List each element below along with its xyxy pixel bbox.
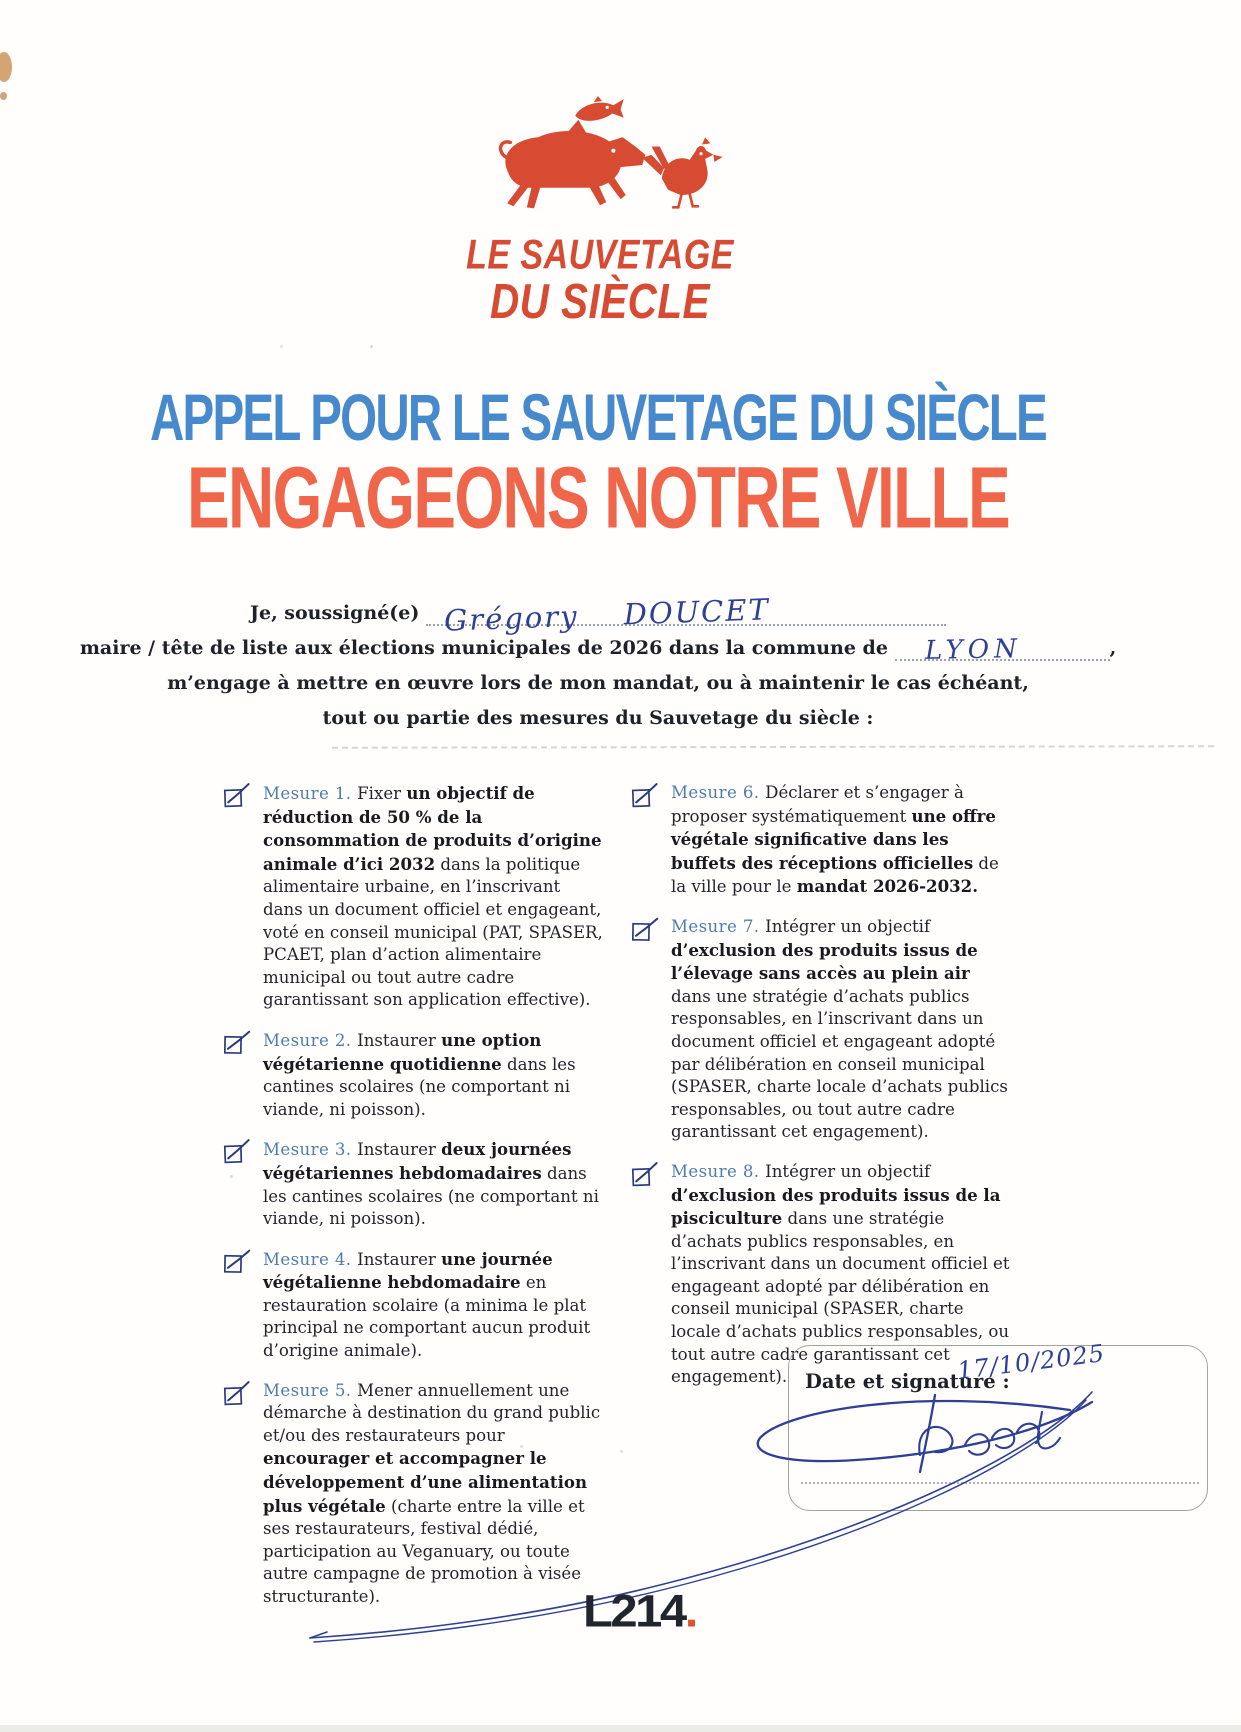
scan-speck — [370, 345, 373, 348]
measure-text-regular: dans les cantines scolaires (ne comportant ni viande, ni poisson). — [263, 1163, 599, 1229]
headline-engageons: ENGAGEONS NOTRE VILLE — [187, 448, 1009, 547]
measure-text-regular: Intégrer un objectif — [765, 1161, 931, 1181]
measure-text-regular: Instaurer — [357, 1249, 442, 1269]
headline-appel: APPEL POUR LE SAUVETAGE DU SIÈCLE — [149, 381, 1046, 455]
measure-text — [263, 1138, 604, 1230]
measure-text-bold: mandat 2026-2032. — [796, 876, 978, 897]
intro-line3: m’engage à mettre en œuvre lors de mon mandat, ou à maintenir le cas échéant, — [167, 672, 1029, 694]
campaign-logo — [0, 96, 1200, 330]
checked-checkbox-icon — [630, 1161, 661, 1188]
measure-text-regular: (charte entre la ville et ses restaurateurs, festival dédié, participation au Veganuary, ou toute autre campagne de promotion à visée structurante). — [263, 1496, 585, 1606]
checked-checkbox-icon — [222, 1030, 252, 1057]
l214-logo-dot: . — [684, 1586, 699, 1637]
scan-page-edge — [0, 1725, 1241, 1732]
measure-item — [630, 916, 1012, 1144]
measure-label: Mesure 7. — [671, 916, 766, 936]
measure-text-regular: Mener annuellement une démarche à destination du grand public et/ou des restaurateurs pour — [263, 1380, 601, 1445]
logo-wordmark — [48, 231, 1152, 330]
measure-text-regular: Instaurer — [357, 1030, 442, 1050]
l214-logo-text: L214 — [583, 1586, 685, 1637]
measure-text-bold: une option végétarienne quotidienne — [263, 1029, 542, 1074]
measure-text-regular: de la ville pour le — [671, 853, 999, 897]
measure-text-bold: encourager et accompagner le développement d’une alimentation plus végétale — [263, 1448, 588, 1516]
measure-text-bold: un objectif de réduction de 50 % de la consommation de produits d’origine animale d’ici 2032 — [263, 783, 602, 874]
measure-text — [263, 1248, 604, 1363]
date-signature-label: Date et signature : — [805, 1370, 1010, 1393]
checked-checkbox-icon — [222, 782, 253, 809]
measure-text — [671, 782, 1012, 899]
checked-checkbox-icon — [222, 1380, 253, 1407]
handwritten-name: Grégory DOUCET — [443, 592, 771, 638]
measure-text-regular: dans une stratégie d’achats publics responsables, en l’inscrivant dans un document officiel et engageant adopté par délibération en conseil municipal (SPASER, charte locale d’achats publics responsables, ou tout autre cadre garantissant cet engagement). — [671, 986, 1008, 1142]
measure-item — [222, 1029, 604, 1121]
measure-text-bold: d’exclusion des produits issus de l’élevage sans accès au plein air — [671, 939, 978, 984]
measure-label: Mesure 1. — [263, 784, 358, 803]
measure-label: Mesure 2. — [263, 1030, 358, 1050]
measure-item — [630, 782, 1012, 899]
checked-checkbox-icon — [630, 917, 660, 944]
measure-text-regular: dans une stratégie d’achats publics responsables, en l’inscrivant dans un document officiel et engageant adopté par délibération en conseil municipal (SPASER, charte locale d’achats publics responsables, ou tout autre cadre garantissant cet engagement). — [671, 1209, 1010, 1387]
measure-text-regular: Intégrer un objectif — [765, 916, 931, 936]
measure-text — [263, 1380, 604, 1609]
measure-text-bold: une offre végétale significative dans les buffets des réceptions officielles — [671, 805, 996, 873]
measure-text-regular: en restauration scolaire (a minima le plat principal ne comportant aucun produit d’origine animale). — [263, 1273, 591, 1361]
dashed-separator — [332, 745, 1214, 749]
l214-logo — [583, 1586, 698, 1638]
checked-checkbox-icon — [222, 1139, 253, 1166]
checked-checkbox-icon — [222, 1248, 252, 1275]
intro-line1 — [0, 592, 1196, 638]
measure-label: Mesure 4. — [263, 1249, 358, 1269]
measure-text — [671, 916, 1012, 1144]
measure-text — [263, 782, 604, 1012]
measure-text-bold: d’exclusion des produits issus de la pisciculture — [671, 1184, 1001, 1229]
measure-label: Mesure 3. — [263, 1140, 358, 1160]
commune-field-dotted-line — [895, 634, 1110, 666]
logo-title-line1: LE SAUVETAGE — [466, 231, 734, 278]
measure-text-regular: dans les cantines scolaires (ne comportant ni viande, ni poisson). — [263, 1054, 576, 1119]
measures-column-left — [222, 782, 604, 1626]
measure-item — [222, 1248, 604, 1363]
measure-text-regular: dans la politique alimentaire urbaine, en l’inscrivant dans un document officiel et engageant, voté en conseil municipal (PAT, SPASER, PCAET, plan d’action alimentaire municipal ou tout autre cadre garantissant son application effective). — [263, 854, 603, 1010]
handwritten-commune: LYON — [924, 634, 1022, 666]
measure-label: Mesure 5. — [263, 1380, 358, 1400]
measure-item — [222, 1380, 604, 1609]
intro-line4: tout ou partie des mesures du Sauvetage du siècle : — [322, 707, 874, 729]
measure-text-regular: Fixer — [357, 784, 407, 803]
measure-item — [222, 782, 604, 1012]
measure-item — [222, 1138, 604, 1230]
intro-line2 — [0, 634, 1196, 666]
checked-checkbox-icon — [630, 782, 661, 809]
scan-smudge — [0, 52, 12, 82]
measure-text-bold: une journée végétalienne hebdomadaire — [263, 1248, 553, 1293]
intro-line2-label: maire / tête de liste aux élections municipales de 2026 dans la commune de — [79, 637, 888, 659]
pig-fish-hen-logo-icon — [466, 96, 734, 230]
name-field-dotted-line — [426, 592, 946, 638]
handwritten-date: 17/10/2025 — [955, 1339, 1107, 1385]
measure-text-regular: Déclarer et s’engager à proposer systématiquement — [671, 783, 964, 826]
signature-dotted-line — [801, 1482, 1199, 1484]
measure-label: Mesure 6. — [671, 783, 766, 802]
measure-label: Mesure 8. — [671, 1161, 766, 1181]
measure-text-regular: Instaurer — [357, 1140, 442, 1160]
intro-line1-label: Je, soussigné(e) — [250, 602, 420, 624]
date-signature-box — [788, 1339, 1208, 1511]
measure-text — [263, 1029, 604, 1121]
measure-text-bold: deux journées végétariennes hebdomadaires — [263, 1139, 572, 1183]
intro-block — [0, 592, 1196, 740]
intro-line2-suffix: , — [1109, 637, 1117, 659]
logo-title-line2: DU SIÈCLE — [489, 274, 711, 330]
